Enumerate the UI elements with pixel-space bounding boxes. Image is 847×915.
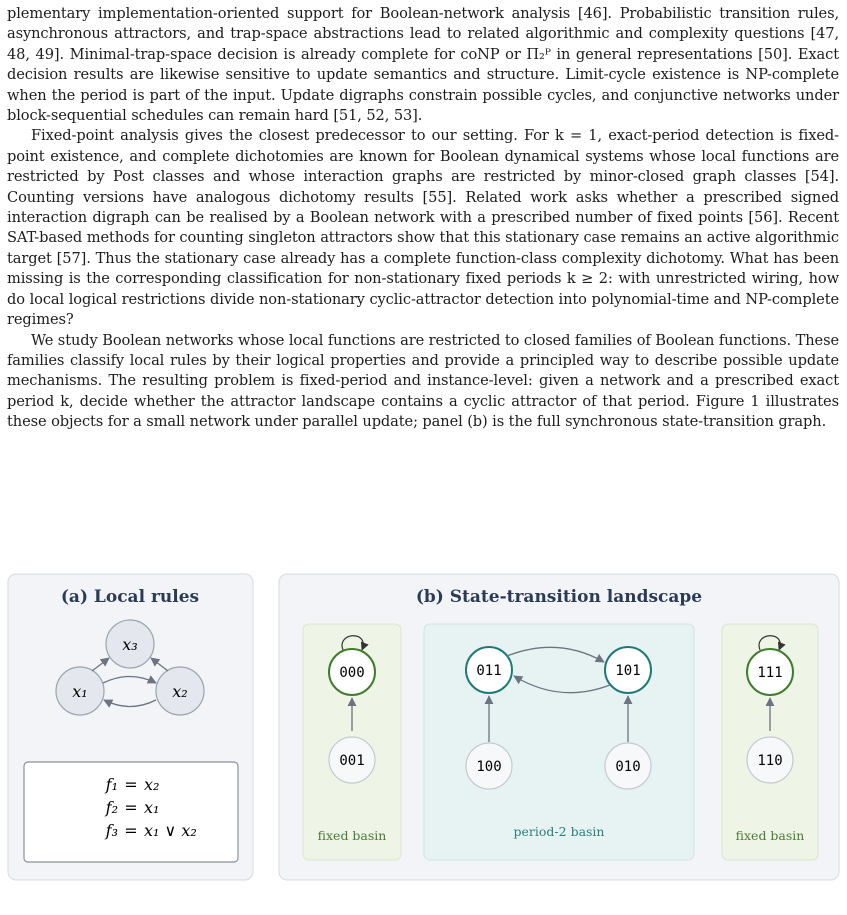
body-text [7, 4, 839, 433]
panel-a-title: (a) Local rules [60, 587, 200, 607]
rule-3-lhs: f₃ [105, 821, 118, 840]
rule-2-lhs: f₂ [105, 798, 118, 817]
rule-2-rhs: x₁ [144, 798, 160, 817]
basin-left-label: fixed basin [317, 828, 387, 843]
state-111-label: 111 [757, 665, 783, 681]
state-010-label: 010 [615, 759, 641, 775]
figure-1-svg [0, 570, 847, 890]
figure-1 [0, 570, 847, 894]
basin-middle-label: period-2 basin [513, 824, 605, 839]
state-100-label: 100 [476, 759, 502, 775]
rule-3-rhs: x₁ ∨ x₂ [144, 821, 197, 840]
paragraph-3: We study Boolean networks whose local functions are restricted to closed families of Boolean functions. These families classify local rules by their logical properties and provide a principled way to describe possible update mechanisms. The resulting problem is fixed-period and instance-level: given a network and a prescribed exact period k, decide whether the attractor landscape contains a cyclic attractor of that period. Figure 1 illustrates these objects for a small network under parallel update; panel (b) is the full synchronous state-transition graph. [7, 331, 839, 431]
panel-b-title: (b) State-transition landscape [415, 587, 703, 607]
node-x2-label: x₂ [172, 682, 188, 701]
paragraph-2: Fixed-point analysis gives the closest predecessor to our setting. For k = 1, exact-period detection is fixed-point existence, and complete dichotomies are known for Boolean dynamical systems whose local functions are restricted by Post classes and whose interaction graphs are restricted by minor-closed graph classes [54]. Counting versions have analogous dichotomy results [55]. Related work asks whether a prescribed signed interaction digraph can be realised by a Boolean network with a prescribed number of fixed points [56]. Recent SAT-based methods for counting singleton attractors show that this stationary case remains an active algorithmic target [57]. Thus the stationary case already has a complete function-class complexity dichotomy. What has been missing is the corresponding classification for non-stationary fixed periods k ≥ 2: with unrestricted wiring, how do local logical restrictions divide non-stationary cyclic-attractor detection into polynomial-time and NP-complete regimes? [7, 127, 839, 329]
rule-3-eq: = [124, 821, 138, 840]
state-101-label: 101 [615, 663, 641, 679]
rule-1-rhs: x₂ [144, 775, 160, 794]
rule-1-lhs: f₁ [105, 775, 118, 794]
state-001-label: 001 [339, 753, 365, 769]
node-x1-label: x₁ [72, 682, 88, 701]
paragraph-1: plementary implementation-oriented support for Boolean-network analysis [46]. Probabilistic transition rules, asynchronous attractors, and trap-space abstractions lead to related algorithmic and complexity questions [47, 48, 49]. Minimal-trap-space decision is already complete for coNP or Π₂ᴾ in general representations [50]. Exact decision results are likewise sensitive to update semantics and structure. Limit-cycle existence is NP-complete when the period is part of the input. Update digraphs constrain possible cycles, and conjunctive networks under block-sequential schedules can remain hard [51, 52, 53]. [7, 5, 839, 125]
state-011-label: 011 [476, 663, 502, 679]
node-x3-label: x₃ [122, 635, 138, 654]
rule-1-eq: = [124, 775, 138, 794]
rule-2-eq: = [124, 798, 138, 817]
state-000-label: 000 [339, 665, 365, 681]
state-110-label: 110 [757, 753, 783, 769]
basin-right-label: fixed basin [735, 828, 805, 843]
